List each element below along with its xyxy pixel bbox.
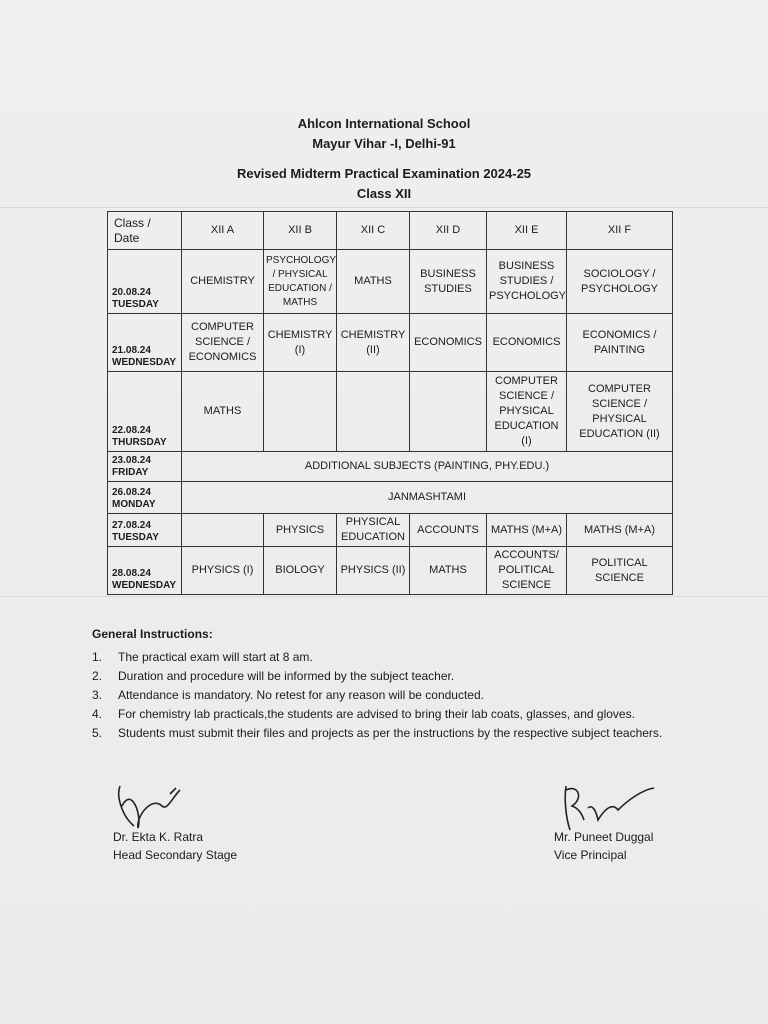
list-item: 1. The practical exam will start at 8 am. — [92, 650, 732, 669]
table-cell: CHEMISTRY — [182, 250, 264, 314]
row-date: 20.08.24 — [112, 287, 151, 298]
column-header: XII D — [410, 212, 487, 250]
paper-fold-line — [0, 596, 768, 597]
column-header: XII B — [264, 212, 337, 250]
list-item: 5. Students must submit their files and projects as per the instructions by the respective subject teachers. — [92, 726, 732, 745]
table-row — [108, 452, 673, 482]
table-cell — [337, 372, 410, 452]
signature-left-icon — [112, 776, 192, 836]
table-cell: ECONOMICS — [487, 314, 567, 372]
school-address: Mayur Vihar -I, Delhi-91 — [312, 136, 456, 151]
table-cell: PHYSICS (I) — [182, 547, 264, 595]
column-header: XII C — [337, 212, 410, 250]
row-day: TUESDAY — [112, 299, 159, 310]
table-header-row — [108, 212, 673, 250]
table-row — [108, 547, 673, 595]
table-cell: ECONOMICS — [410, 314, 487, 372]
date-cell — [108, 482, 182, 514]
table-cell: MATHS — [182, 372, 264, 452]
table-cell: BUSINESS STUDIES / PSYCHOLOGY — [487, 250, 567, 314]
merged-cell: ADDITIONAL SUBJECTS (PAINTING, PHY.EDU.) — [182, 452, 673, 482]
table-row — [108, 372, 673, 452]
table-cell: ECONOMICS / PAINTING — [567, 314, 673, 372]
merged-cell: JANMASHTAMI — [182, 482, 673, 514]
signatory-title: Head Secondary Stage — [113, 848, 238, 862]
table-cell: PSYCHOLOGY / PHYSICAL EDUCATION / MATHS — [264, 250, 337, 314]
row-day: THURSDAY — [112, 437, 167, 448]
instruction-text: Attendance is mandatory. No retest for any reason will be conducted. — [118, 688, 484, 702]
signatory-left — [113, 828, 237, 864]
date-cell — [108, 250, 182, 314]
list-item: 2. Duration and procedure will be informed by the subject teacher. — [92, 669, 732, 688]
signatory-right — [554, 828, 653, 864]
exam-title: Revised Midterm Practical Examination 2024-25 — [236, 166, 532, 181]
row-date: 28.08.24 — [112, 568, 151, 579]
date-cell — [108, 452, 182, 482]
table-cell — [264, 372, 337, 452]
column-header: XII E — [487, 212, 567, 250]
table-cell: COMPUTER SCIENCE / PHYSICAL EDUCATION (I) — [487, 372, 567, 452]
date-cell — [108, 314, 182, 372]
table-cell — [182, 514, 264, 547]
row-date: 27.08.24 — [112, 520, 151, 531]
table-cell: COMPUTER SCIENCE / ECONOMICS — [182, 314, 264, 372]
corner-header: Class / Date — [108, 212, 182, 250]
timetable — [107, 211, 673, 595]
table-cell: BUSINESS STUDIES — [410, 250, 487, 314]
row-day: WEDNESDAY — [112, 357, 177, 368]
row-day: WEDNESDAY — [112, 580, 177, 591]
signatory-name: Mr. Puneet Duggal — [554, 830, 654, 844]
table-row — [108, 482, 673, 514]
paper-fold-line — [0, 207, 768, 208]
instruction-text: For chemistry lab practicals,the students are advised to bring their lab coats, glasses, and gloves. — [118, 707, 635, 721]
signatory-title: Vice Principal — [554, 848, 627, 862]
instructions-title: General Instructions: — [92, 627, 213, 641]
list-item: 4. For chemistry lab practicals,the students are advised to bring their lab coats, glasses, and gloves. — [92, 707, 732, 726]
row-date: 26.08.24 — [112, 487, 151, 498]
row-date: 23.08.24 — [112, 455, 151, 466]
table-cell: PHYSICS (II) — [337, 547, 410, 595]
table-cell: COMPUTER SCIENCE / PHYSICAL EDUCATION (II) — [567, 372, 673, 452]
list-item: 3. Attendance is mandatory. No retest for any reason will be conducted. — [92, 688, 732, 707]
table-cell: CHEMISTRY (II) — [337, 314, 410, 372]
table-cell: PHYSICS — [264, 514, 337, 547]
row-date: 21.08.24 — [112, 345, 151, 356]
row-date: 22.08.24 — [112, 425, 151, 436]
table-cell — [410, 372, 487, 452]
table-row — [108, 514, 673, 547]
column-header: XII A — [182, 212, 264, 250]
signatory-name: Dr. Ekta K. Ratra — [113, 830, 204, 844]
date-cell — [108, 372, 182, 452]
table-cell: MATHS — [410, 547, 487, 595]
instruction-text: The practical exam will start at 8 am. — [118, 650, 313, 664]
instruction-text: Students must submit their files and projects as per the instructions by the respective subject teachers. — [118, 726, 663, 740]
column-header: XII F — [567, 212, 673, 250]
instructions-list — [92, 650, 732, 745]
row-day: FRIDAY — [112, 467, 149, 478]
table-row — [108, 314, 673, 372]
table-cell: BIOLOGY — [264, 547, 337, 595]
table-cell: POLITICAL SCIENCE — [567, 547, 673, 595]
date-cell — [108, 514, 182, 547]
table-row — [108, 250, 673, 314]
row-day: TUESDAY — [112, 532, 159, 543]
table-cell: PHYSICAL EDUCATION — [337, 514, 410, 547]
signature-right-icon — [558, 780, 658, 835]
instruction-text: Duration and procedure will be informed by the subject teacher. — [118, 669, 455, 683]
class-title: Class XII — [356, 186, 412, 201]
table-cell: MATHS (M+A) — [567, 514, 673, 547]
date-cell — [108, 547, 182, 595]
row-day: MONDAY — [112, 499, 156, 510]
table-cell: CHEMISTRY (I) — [264, 314, 337, 372]
table-cell: ACCOUNTS/ POLITICAL SCIENCE — [487, 547, 567, 595]
table-cell: MATHS (M+A) — [487, 514, 567, 547]
table-cell: SOCIOLOGY / PSYCHOLOGY — [567, 250, 673, 314]
table-cell: MATHS — [337, 250, 410, 314]
table-cell: ACCOUNTS — [410, 514, 487, 547]
school-name: Ahlcon International School — [297, 116, 471, 131]
